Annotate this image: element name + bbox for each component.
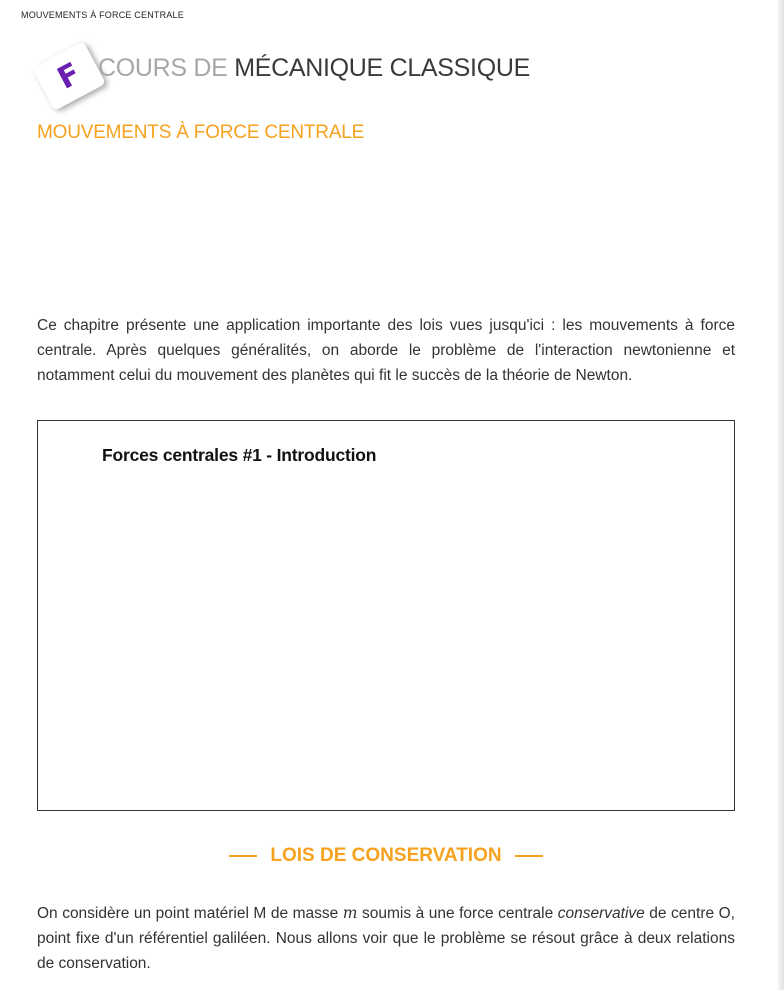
- conservation-text-3: de centre O, point fixe d'un référentiel galiléen. Nous allons voir que le problème se résout grâce à deux relations de conservation.: [37, 905, 735, 972]
- conservation-text-2: soumis à une force centrale: [357, 905, 558, 922]
- running-header: MOUVEMENTS À FORCE CENTRALE: [21, 10, 184, 20]
- section-heading: [0, 845, 772, 867]
- section-heading-text: LOIS DE CONSERVATION: [270, 845, 502, 866]
- course-logo: [32, 41, 106, 111]
- conservative-emphasis: conservative: [557, 905, 645, 922]
- heading-dash-right: [515, 855, 543, 857]
- chapter-title: MOUVEMENTS À FORCE CENTRALE: [37, 122, 365, 143]
- video-title[interactable]: Forces centrales #1 - Introduction: [102, 445, 377, 465]
- mass-variable: m: [342, 904, 358, 922]
- logo-letter: F: [51, 55, 87, 97]
- page-edge: [778, 0, 784, 990]
- heading-dash-left: [229, 855, 257, 857]
- course-title-prefix: COURS DE: [98, 54, 235, 82]
- video-embed[interactable]: [37, 420, 735, 811]
- intro-paragraph: Ce chapitre présente une application importante des lois vues jusqu'ici : les mouvements à force centrale. Après quelques généralités, on aborde le problème de l'interaction newtonienne et notamment celui du mouvement des planètes qui fit le succès de la théorie de Newton.: [37, 317, 735, 384]
- conservation-paragraph: [37, 901, 735, 976]
- course-title-main: MÉCANIQUE CLASSIQUE: [234, 54, 530, 82]
- course-title: [98, 54, 530, 83]
- conservation-text-1: On considère un point matériel M de masse: [37, 905, 343, 922]
